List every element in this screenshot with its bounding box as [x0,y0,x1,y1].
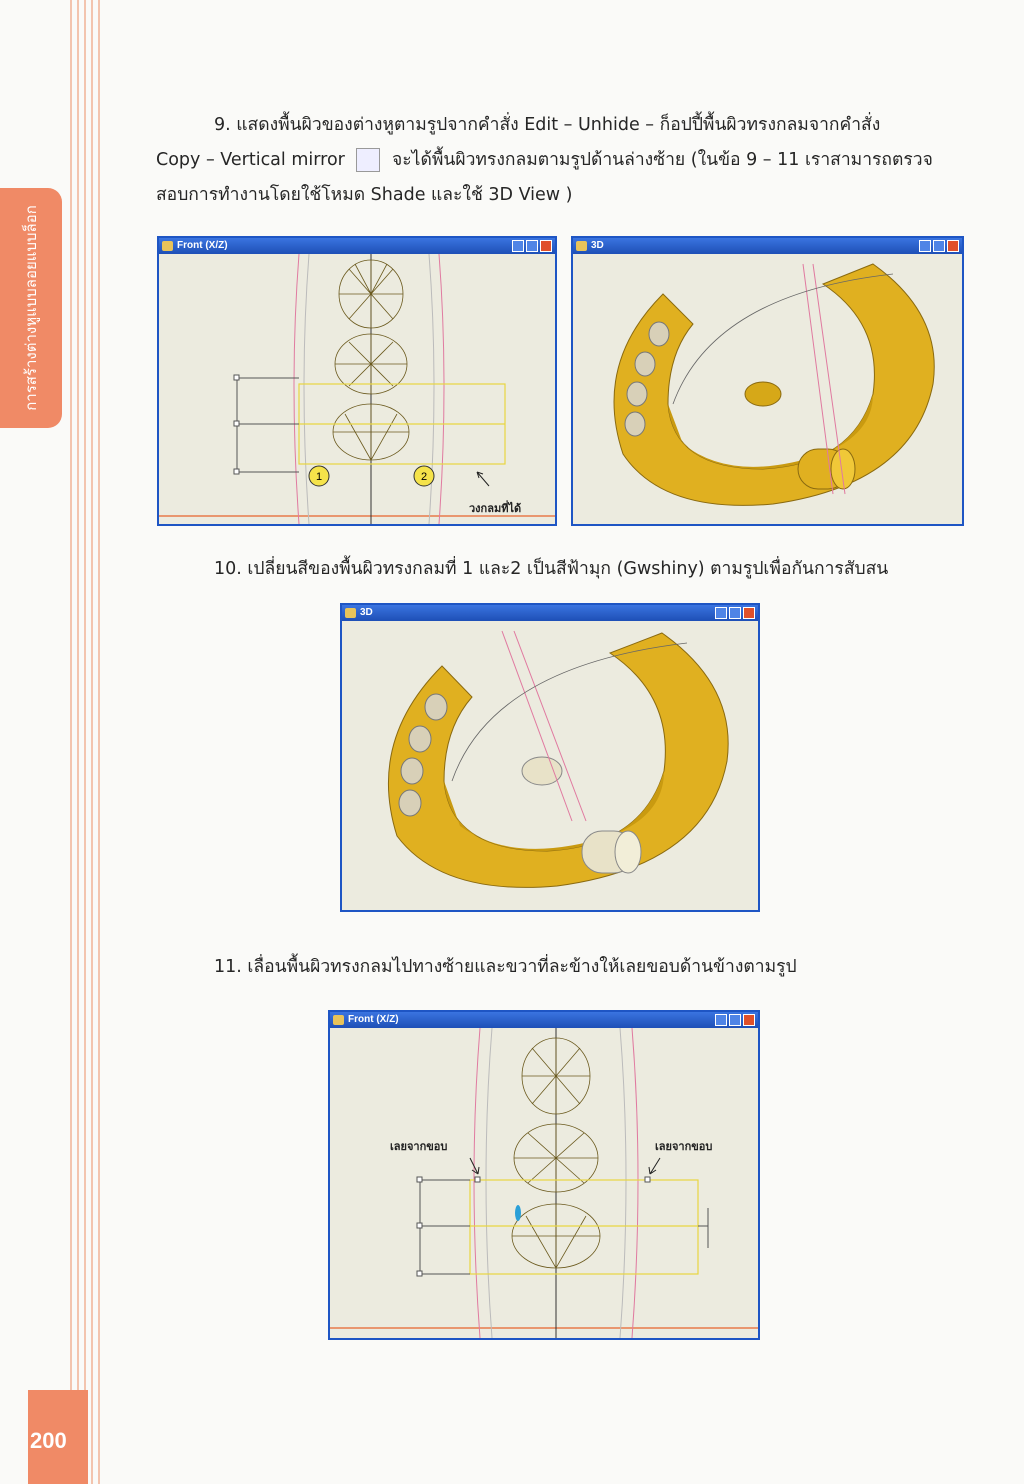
close-button[interactable] [947,240,959,252]
maximize-button[interactable] [526,240,538,252]
callout-left-beyond-edge: เลยจากขอบ [390,1140,448,1153]
callout-right-beyond-edge: เลยจากขอบ [655,1140,713,1153]
minimize-button[interactable] [715,607,727,619]
margin-guide [77,0,79,1484]
front-view-window-1[interactable] [157,236,557,526]
3d-view-window-2[interactable] [340,603,760,912]
window-title: 3D [591,240,604,251]
close-button[interactable] [743,607,755,619]
marker-2: 2 [420,471,428,483]
window-titlebar[interactable] [330,1012,758,1028]
minimize-button[interactable] [919,240,931,252]
step10-text: 10. เปลี่ยนสีของพื้นผิวทรงกลมที่ 1 และ2 เป็นสีฟ้ามุก (Gwshiny) ตามรูปเพื่อกันการสับสน [214,559,889,579]
app-icon [162,241,173,251]
step9-line2-b: จะได้พื้นผิวทรงกลมตามรูปด้านล่างซ้าย (ในข้อ 9 – 11 เราสามารถตรวจ [392,150,933,170]
window-titlebar[interactable] [159,238,555,254]
3d-view-window-1[interactable] [571,236,964,526]
margin-guide [70,0,72,1484]
maximize-button[interactable] [729,1014,741,1026]
3d-shaded-viewport[interactable] [573,254,962,524]
margin-guide [98,0,100,1484]
window-titlebar[interactable] [573,238,962,254]
step9-line1: 9. แสดงพื้นผิวของต่างหูตามรูปจากคำสั่ง Edit – Unhide – ก็อปปี้พื้นผิวทรงกลมจากคำสั่ง [214,115,881,135]
margin-guide [91,0,93,1484]
app-icon [345,608,356,618]
front-wireframe-viewport-2[interactable] [330,1028,758,1338]
callout-circle-result: วงกลมที่ได้ [469,502,522,515]
front-view-window-2[interactable] [328,1010,760,1340]
page-number-box [28,1390,88,1484]
step9-line3: สอบการทำงานโดยใช้โหมด Shade และใช้ 3D View ) [156,185,573,205]
vertical-mirror-icon [356,148,380,172]
minimize-button[interactable] [715,1014,727,1026]
window-title: Front (X/Z) [177,240,228,251]
window-titlebar[interactable] [342,605,758,621]
close-button[interactable] [743,1014,755,1026]
maximize-button[interactable] [729,607,741,619]
step9-line2 [156,143,933,178]
app-icon [576,241,587,251]
window-title: Front (X/Z) [348,1014,399,1025]
page-number: 200 [30,1428,67,1453]
maximize-button[interactable] [933,240,945,252]
step9-line2-a: Copy – Vertical mirror [156,150,345,170]
section-title: การสร้างต่างหูแบบลอยแบบล็อก [22,205,40,411]
window-title: 3D [360,607,373,618]
minimize-button[interactable] [512,240,524,252]
margin-guide [84,0,86,1484]
close-button[interactable] [540,240,552,252]
3d-recolored-viewport[interactable] [342,621,758,910]
step11-text: 11. เลื่อนพื้นผิวทรงกลมไปทางซ้ายและขวาที่ละข้างให้เลยขอบด้านข้างตามรูป [214,957,797,977]
front-wireframe-viewport[interactable] [159,254,555,524]
marker-1: 1 [315,471,323,483]
app-icon [333,1015,344,1025]
